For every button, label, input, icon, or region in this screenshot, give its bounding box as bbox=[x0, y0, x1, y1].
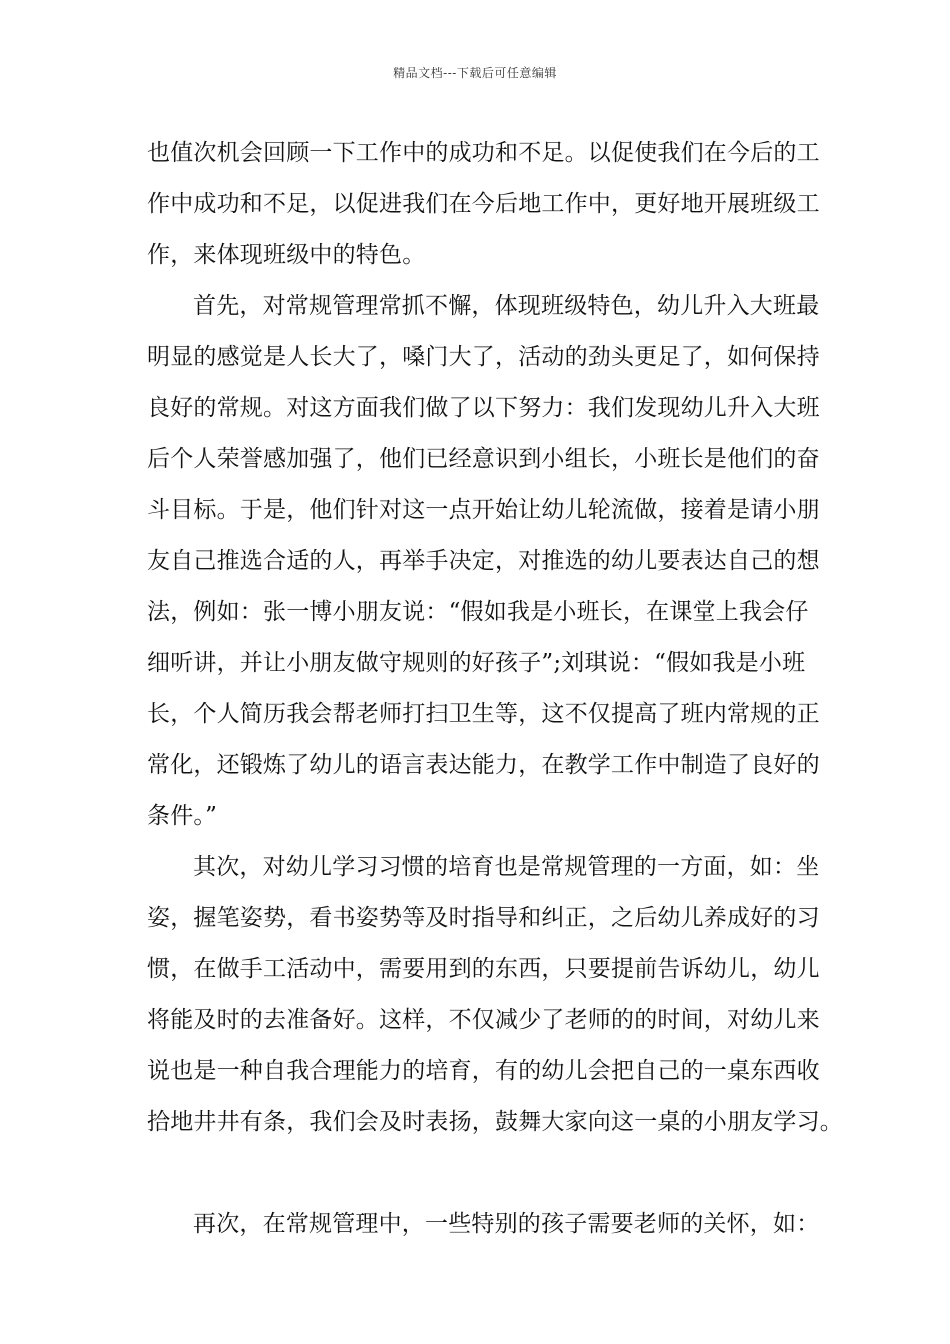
text-line: 惯，在做手工活动中，需要用到的东西，只要提前告诉幼儿，幼儿 bbox=[147, 956, 820, 982]
page-header: 精品文档---下载后可任意编辑 bbox=[393, 66, 557, 80]
document-body bbox=[147, 128, 843, 1250]
text-line: 将能及时的去准备好。这样，不仅减少了老师的的时间，对幼儿来 bbox=[147, 1007, 820, 1033]
text-line: 作，来体现班级中的特色。 bbox=[147, 242, 426, 268]
text-line: 良好的常规。对这方面我们做了以下努力：我们发现幼儿升入大班 bbox=[147, 395, 820, 421]
text-line: 法，例如：张一博小朋友说：“假如我是小班长，在课堂上我会仔 bbox=[147, 599, 809, 625]
paragraph-third bbox=[147, 1199, 820, 1250]
text-line: 常化，还锻炼了幼儿的语言表达能力，在教学工作中制造了良好的 bbox=[147, 752, 820, 778]
paragraph-first bbox=[147, 281, 820, 842]
text-line: 其次，对幼儿学习习惯的培育也是常规管理的一方面，如：坐 bbox=[193, 854, 820, 880]
text-line: 说也是一种自我合理能力的培育，有的幼儿会把自己的一桌东西收 bbox=[147, 1058, 820, 1084]
text-line: 后个人荣誉感加强了，他们已经意识到小组长，小班长是他们的奋 bbox=[147, 446, 820, 472]
text-line: 再次，在常规管理中，一些特别的孩子需要老师的关怀，如： bbox=[193, 1211, 820, 1237]
text-line: 条件。” bbox=[147, 803, 218, 829]
text-line: 作中成功和不足，以促进我们在今后地工作中，更好地开展班级工 bbox=[147, 191, 820, 217]
paragraph-intro bbox=[147, 128, 820, 281]
text-line: 拾地井井有条，我们会及时表扬，鼓舞大家向这一桌的小朋友学习。 bbox=[147, 1109, 843, 1135]
text-line: 长，个人简历我会帮老师打扫卫生等，这不仅提高了班内常规的正 bbox=[147, 701, 820, 727]
text-line: 首先，对常规管理常抓不懈，体现班级特色，幼儿升入大班最 bbox=[193, 293, 820, 319]
text-line: 也值次机会回顾一下工作中的成功和不足。以促使我们在今后的工 bbox=[147, 140, 820, 166]
paragraph-second bbox=[147, 842, 843, 1148]
text-line: 姿，握笔姿势，看书姿势等及时指导和纠正，之后幼儿养成好的习 bbox=[147, 905, 820, 931]
text-line: 斗目标。于是，他们针对这一点开始让幼儿轮流做，接着是请小朋 bbox=[147, 497, 820, 523]
text-line: 友自己推选合适的人，再举手决定，对推选的幼儿要表达自己的想 bbox=[147, 548, 820, 574]
text-line: 明显的感觉是人长大了，嗓门大了，活动的劲头更足了，如何保持 bbox=[147, 344, 820, 370]
text-line: 细听讲，并让小朋友做守规则的好孩子”;刘琪说：“假如我是小班 bbox=[147, 650, 806, 676]
blank-line bbox=[147, 1148, 807, 1199]
